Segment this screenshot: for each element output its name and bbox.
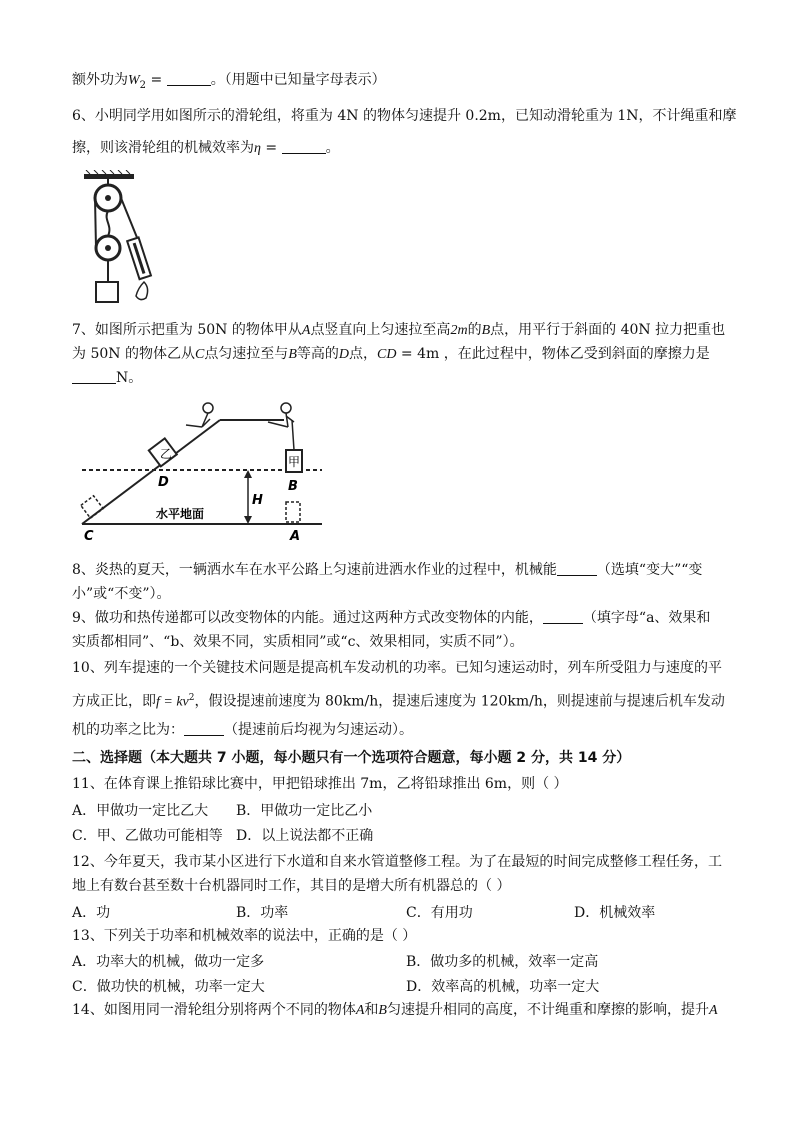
- eq-sign: =: [146, 72, 167, 88]
- q10-line1: 10、列车提速的一个关键技术问题是提高机车发动机的功率。已知匀速运动时，列车所受阻力与速度的平: [72, 660, 722, 676]
- hand-icon: [136, 282, 148, 300]
- height-value: 2m: [450, 323, 468, 338]
- weight-block: [96, 282, 118, 302]
- person-right: [281, 403, 291, 413]
- label-A: A: [290, 529, 301, 544]
- q10-line3: [72, 720, 413, 740]
- q11-option-d[interactable]: D．以上说法都不正确: [236, 828, 374, 844]
- var-sub: 2: [139, 79, 147, 91]
- q8-line1: [72, 560, 702, 580]
- q9-text: （填字母“a、效果和: [582, 610, 711, 626]
- q11-option-b[interactable]: B．甲做功一定比乙小: [236, 803, 373, 819]
- q12-option-c[interactable]: C．有用功: [406, 905, 473, 921]
- answer-blank[interactable]: [543, 609, 583, 624]
- q7-text: = 4m ，在此过程中，物体乙受到斜面的摩擦力是: [396, 346, 710, 362]
- object-B: B: [378, 1003, 387, 1018]
- hatch: [86, 170, 130, 174]
- q14-text: 匀速提升相同的高度，不计绳重和摩擦的影响，提升: [386, 1002, 709, 1018]
- object-A: A: [355, 1003, 365, 1018]
- answer-blank[interactable]: [557, 561, 597, 576]
- q11-stem: 11、在体育课上推铅球比赛中，甲把铅球推出 7m，乙将铅球推出 6m，则（ ）: [72, 776, 568, 792]
- q9-text: 9、做功和热传递都可以改变物体的内能。通过这两种方式改变物体的内能，: [72, 610, 543, 626]
- object-A: A: [708, 1003, 718, 1018]
- q7-line3: [72, 368, 142, 388]
- q7-text: 点，: [349, 346, 377, 362]
- label-D: D: [158, 475, 169, 490]
- q12-option-d[interactable]: D．机械效率: [574, 905, 656, 921]
- q10-text: 方成正比，即: [72, 693, 156, 710]
- q8-text: （选填“变大”“变: [596, 562, 703, 578]
- q7-line1: [72, 320, 725, 341]
- point-A: A: [301, 323, 311, 338]
- point-D: D: [338, 347, 349, 362]
- q10-text: （提速前后均视为匀速运动）。: [224, 722, 413, 738]
- q7-suffix: N。: [116, 370, 143, 386]
- label-C: C: [84, 529, 94, 544]
- answer-blank[interactable]: [282, 139, 326, 154]
- q11-option-c[interactable]: C．甲、乙做功可能相等: [72, 828, 223, 844]
- label-ground: 水平地面: [156, 507, 205, 521]
- q5-suffix: 。（用题中已知量字母表示）: [210, 72, 386, 88]
- q13-option-c[interactable]: C．做功快的机械，功率一定大: [72, 979, 265, 995]
- q8-text: 8、炎热的夏天，一辆洒水车在水平公路上匀速前进洒水作业的过程中，机械能: [72, 562, 557, 578]
- q12-option-a[interactable]: A．功: [72, 905, 111, 921]
- answer-blank[interactable]: [184, 721, 224, 736]
- formula-exponent: 2: [188, 693, 195, 703]
- q7-text: 为 50N 的物体乙从: [72, 346, 195, 362]
- q12-line2: 地上有数台甚至数十台机器同时工作，其目的是增大所有机器总的（ ）: [72, 878, 511, 894]
- q8-line2: 小”或“不变”）。: [72, 586, 171, 602]
- q14-text: 14、如图用同一滑轮组分别将两个不同的物体: [72, 1002, 356, 1018]
- answer-blank[interactable]: [72, 369, 116, 384]
- q7-text: 7、如图所示把重为 50N 的物体甲从: [72, 322, 302, 338]
- label-H: H: [252, 493, 263, 508]
- block-start-dashed: [81, 496, 103, 518]
- q6-suffix: 。: [325, 140, 340, 156]
- q10-text: ，假设提速前速度为 80km/h，提速后速度为 120km/h，则提速前与提速后机车发动: [194, 693, 725, 710]
- q13-option-a[interactable]: A．功率大的机械，做功一定多: [72, 954, 265, 970]
- q6-line2: [72, 138, 340, 159]
- person-left: [203, 403, 213, 413]
- q14-line1: [72, 1000, 718, 1021]
- q7-text: 的: [467, 322, 482, 338]
- eta-symbol: η: [254, 141, 261, 156]
- q12-line1: 12、今年夏天，我市某小区进行下水道和自来水管道整修工程。为了在最短的时间完成整修工程任务，工: [72, 854, 722, 870]
- q5-text: 额外功为: [72, 72, 128, 88]
- ceiling: [84, 174, 134, 179]
- pulley-figure: [78, 170, 158, 310]
- q13-option-d[interactable]: D．效率高的机械，功率一定大: [406, 979, 600, 995]
- var-W: W: [128, 73, 140, 88]
- q6-text: 擦，则该滑轮组的机械效率为: [72, 140, 254, 156]
- q12-option-b[interactable]: B．功率: [236, 905, 289, 921]
- q9-line2: 实质都相同”、“b、效果不同，实质相同”或“c、效果相同，实质不同”）。: [72, 634, 524, 650]
- q7-text: 等高的: [296, 346, 339, 362]
- block-jia-dashed: [286, 502, 300, 522]
- segment-CD: CD: [377, 347, 397, 362]
- q13-stem: 13、下列关于功率和机械效率的说法中，正确的是（ ）: [72, 928, 417, 944]
- point-B: B: [288, 347, 297, 362]
- formula: f = kv: [156, 694, 189, 710]
- q7-line2: [72, 344, 710, 365]
- q5-tail-line: [72, 70, 386, 96]
- label-B: B: [288, 479, 298, 494]
- answer-blank[interactable]: [167, 71, 211, 86]
- q11-option-a[interactable]: A．甲做功一定比乙大: [72, 803, 209, 819]
- q7-text: 点竖直向上匀速拉至高: [310, 322, 451, 338]
- q14-text: 和: [364, 1002, 379, 1018]
- spring-scale: [127, 237, 151, 279]
- point-C: C: [194, 347, 205, 362]
- q9-line1: [72, 608, 710, 628]
- section-heading: 二、选择题（本大题共 7 小题，每小题只有一个选项符合题意，每小题 2 分，共 14 分）: [72, 750, 631, 766]
- q7-text: 点匀速拉至与: [204, 346, 289, 362]
- q6-line1: 6、小明同学用如图所示的滑轮组，将重为 4N 的物体匀速提升 0.2m，已知动滑轮重为 1N，不计绳重和摩: [72, 108, 737, 124]
- q10-text: 机的功率之比为：: [72, 722, 184, 738]
- label-jia: 甲: [288, 455, 301, 469]
- label-yi: 乙: [160, 447, 173, 461]
- q7-text: 点，用平行于斜面的 40N 拉力把重也: [490, 322, 726, 338]
- incline-figure: [72, 398, 332, 548]
- point-B: B: [481, 323, 491, 338]
- q10-line2: [72, 688, 725, 713]
- eq-sign: =: [260, 140, 282, 156]
- q13-option-b[interactable]: B．做功多的机械，效率一定高: [406, 954, 599, 970]
